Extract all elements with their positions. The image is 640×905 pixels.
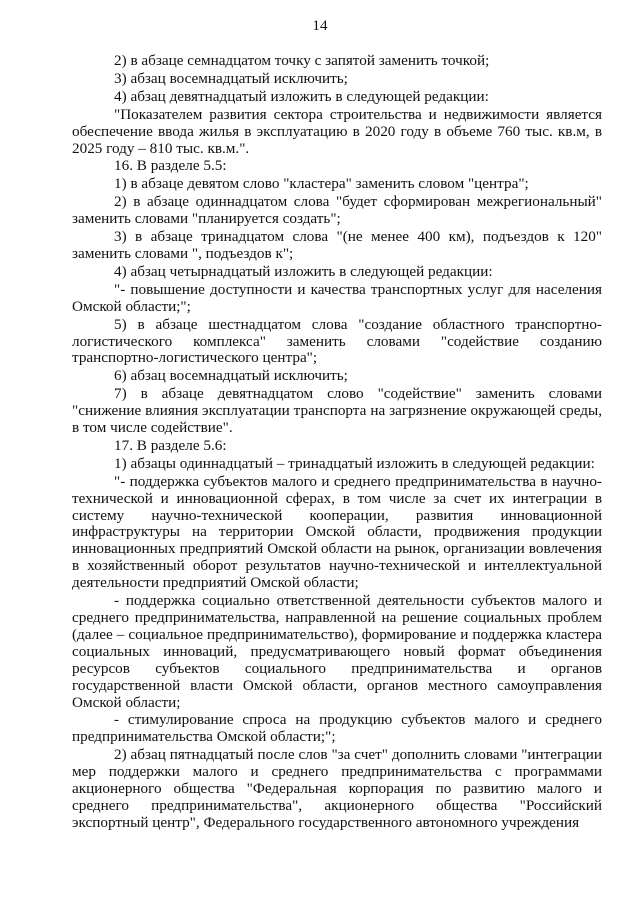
paragraph: 17. В разделе 5.6: (114, 436, 227, 454)
paragraph: "- поддержка субъектов малого и среднего предпринимательства в научно-технической и инновационной сферах, в том числе за счет их интеграции в систему научно-технической кооперации, развития инновационной инфраструктуры на территории Омской области, продвижения продукции инновационных предприятий Омской области на рынок, организации вовлечения в хозяйственный оборот результатов научно-технической и интеллектуальной деятельности предприятий Омской области; (72, 472, 602, 592)
paragraph: 4) абзац четырнадцатый изложить в следующей редакции: (114, 262, 493, 280)
paragraph: 2) в абзаце семнадцатом точку с запятой заменить точкой; (114, 52, 490, 69)
paragraph: - стимулирование спроса на продукцию субъектов малого и среднего предпринимательства Омской области;"; (72, 711, 602, 746)
paragraph: 2) в абзаце одиннадцатом слова "будет сформирован межрегиональный" заменить словами "планируется создать"; (72, 193, 602, 228)
paragraph: 6) абзац восемнадцатый исключить; (114, 367, 348, 385)
paragraph: 4) абзац девятнадцатый изложить в следующей редакции: (114, 87, 489, 105)
paragraph: 3) абзац восемнадцатый исключить; (114, 69, 348, 87)
paragraph: - поддержка социально ответственной деятельности субъектов малого и среднего предпринимательства, направленной на решение социальных проблем (далее – социальное предпринимательство), формирование и поддержка кластера социальных инноваций, предусматривающего новый формат объединения ресурсов субъектов социального предпринимательства и органов государственной власти Омской области, органов местного самоуправления Омской области; (72, 592, 602, 711)
paragraph: "Показателем развития сектора строительства и недвижимости является обеспечение ввода жилья в эксплуатацию в 2020 году в объеме 760 тыс. кв.м, в 2025 году – 810 тыс. кв.м.". (72, 105, 602, 157)
paragraph: 1) в абзаце девятом слово "кластера" заменить словом "центра"; (114, 175, 529, 193)
paragraph: 1) абзацы одиннадцатый – тринадцатый изложить в следующей редакции: (114, 454, 595, 472)
paragraph: "- повышение доступности и качества транспортных услуг для населения Омской области;"; (72, 280, 602, 315)
paragraph: 7) в абзаце девятнадцатом слово "содействие" заменить словами "снижение влияния эксплуатации транспорта на загрязнение окружающей среды, в том числе содействие". (72, 385, 602, 437)
document-body (72, 53, 602, 832)
paragraph: 2) абзац пятнадцатый после слов "за счет" дополнить словами "интеграции мер поддержки малого и среднего предпринимательства с программами акционерного общества "Федеральная корпорация по развитию малого и среднего предпринимательства", акционерного общества "Российский экспортный центр", Федерального государственного автономного учреждения (72, 746, 602, 831)
paragraph: 5) в абзаце шестнадцатом слова "создание областного транспортно-логистического комплекса" заменить словами "содействие созданию транспортно-логистического центра"; (72, 315, 602, 367)
paragraph: 16. В разделе 5.5: (114, 157, 227, 175)
paragraph: 3) в абзаце тринадцатом слова "(не менее 400 км), подъездов к 120" заменить словами ", подъездов к"; (72, 228, 602, 262)
page-number: 14 (312, 17, 328, 34)
